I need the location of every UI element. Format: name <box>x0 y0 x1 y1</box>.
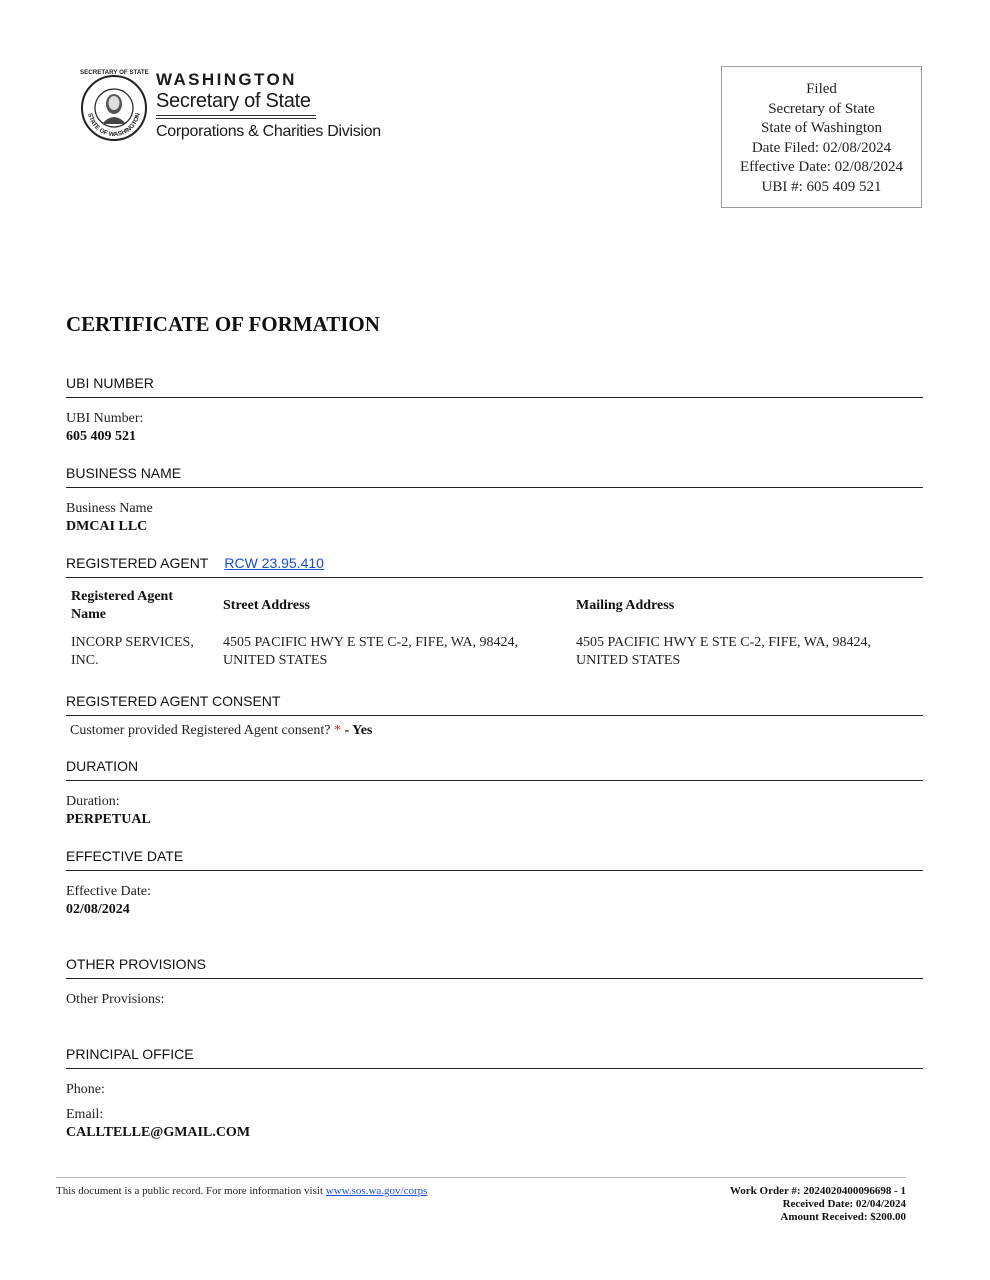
section-heading-business-name: BUSINESS NAME <box>66 465 923 488</box>
email-label: Email: <box>66 1107 104 1122</box>
logo-state-name: WASHINGTON <box>156 70 297 89</box>
work-order-number: Work Order #: 2024020400096698 - 1 <box>729 1185 906 1197</box>
street-address-cell: 4505 PACIFIC HWY E STE C-2, FIFE, WA, 98424, UNITED STATES <box>223 635 519 668</box>
section-heading-other-provisions: OTHER PROVISIONS <box>66 956 923 979</box>
footer-divider <box>56 1177 906 1178</box>
ubi-label: UBI Number: <box>66 411 144 426</box>
svg-text:STATE OF WASHINGTON <box>86 112 142 138</box>
required-mark: * <box>334 723 341 738</box>
seal-bottom-ring <box>80 74 148 142</box>
sos-corps-link[interactable]: www.sos.wa.gov/corps <box>325 1185 428 1197</box>
duration-value: PERPETUAL <box>66 812 151 827</box>
effective-date-label: Effective Date: <box>66 884 151 899</box>
section-heading-duration: DURATION <box>66 758 923 781</box>
filed-line: Effective Date: 02/08/2024 <box>739 159 903 175</box>
filed-stamp-box <box>721 66 922 208</box>
filed-line: UBI #: 605 409 521 <box>761 178 882 195</box>
logo-office-name: Secretary of State <box>156 90 311 112</box>
duration-label: Duration: <box>66 794 120 809</box>
email-value: CALLTELLE@GMAIL.COM <box>66 1125 251 1140</box>
logo-rule <box>156 115 316 116</box>
registered-agent-heading-text: REGISTERED AGENT <box>66 555 209 571</box>
logo-rule-thin <box>156 118 316 119</box>
seal-bottom-text: STATE OF WASHINGTON <box>86 112 142 139</box>
phone-label: Phone: <box>66 1082 105 1097</box>
footer-notice-text: This document is a public record. For more information visit <box>56 1185 324 1197</box>
ubi-value: 605 409 521 <box>66 429 136 444</box>
column-header-street-address: Street Address <box>223 598 310 613</box>
consent-answer: - Yes <box>344 723 373 738</box>
footer-work-order-info <box>730 1185 906 1224</box>
consent-question: Customer provided Registered Agent consent? <box>70 723 331 738</box>
section-heading-registered-agent <box>66 555 923 578</box>
business-name-label: Business Name <box>66 501 153 516</box>
other-provisions-label: Other Provisions: <box>66 992 165 1007</box>
amount-received: Amount Received: $200.00 <box>780 1211 906 1223</box>
seal-top-text: SECRETARY OF STATE <box>80 69 149 76</box>
filed-line: State of Washington <box>760 120 882 136</box>
filed-line: Filed <box>806 81 837 97</box>
section-heading-principal-office: PRINCIPAL OFFICE <box>66 1046 923 1069</box>
agent-name-cell: INCORP SERVICES, INC. <box>71 635 194 668</box>
filed-line: Date Filed: 02/08/2024 <box>751 139 892 156</box>
logo-division-name: Corporations & Charities Division <box>156 123 381 140</box>
consent-line <box>70 722 372 740</box>
section-heading-consent: REGISTERED AGENT CONSENT <box>66 693 923 716</box>
footer-notice <box>56 1185 427 1198</box>
business-name-value: DMCAI LLC <box>66 519 148 534</box>
received-date: Received Date: 02/04/2024 <box>782 1198 906 1210</box>
agency-logo <box>156 70 381 142</box>
column-header-agent-name: Registered Agent Name <box>71 589 173 622</box>
effective-date-value: 02/08/2024 <box>66 902 130 917</box>
column-header-mailing-address: Mailing Address <box>576 598 675 613</box>
mailing-address-cell: 4505 PACIFIC HWY E STE C-2, FIFE, WA, 98424, UNITED STATES <box>576 635 872 668</box>
rcw-link[interactable]: RCW 23.95.410 <box>224 555 324 571</box>
section-heading-ubi: UBI NUMBER <box>66 375 923 398</box>
filed-line: Secretary of State <box>768 100 875 117</box>
document-title: CERTIFICATE OF FORMATION <box>66 312 380 336</box>
section-heading-effective-date: EFFECTIVE DATE <box>66 848 923 871</box>
